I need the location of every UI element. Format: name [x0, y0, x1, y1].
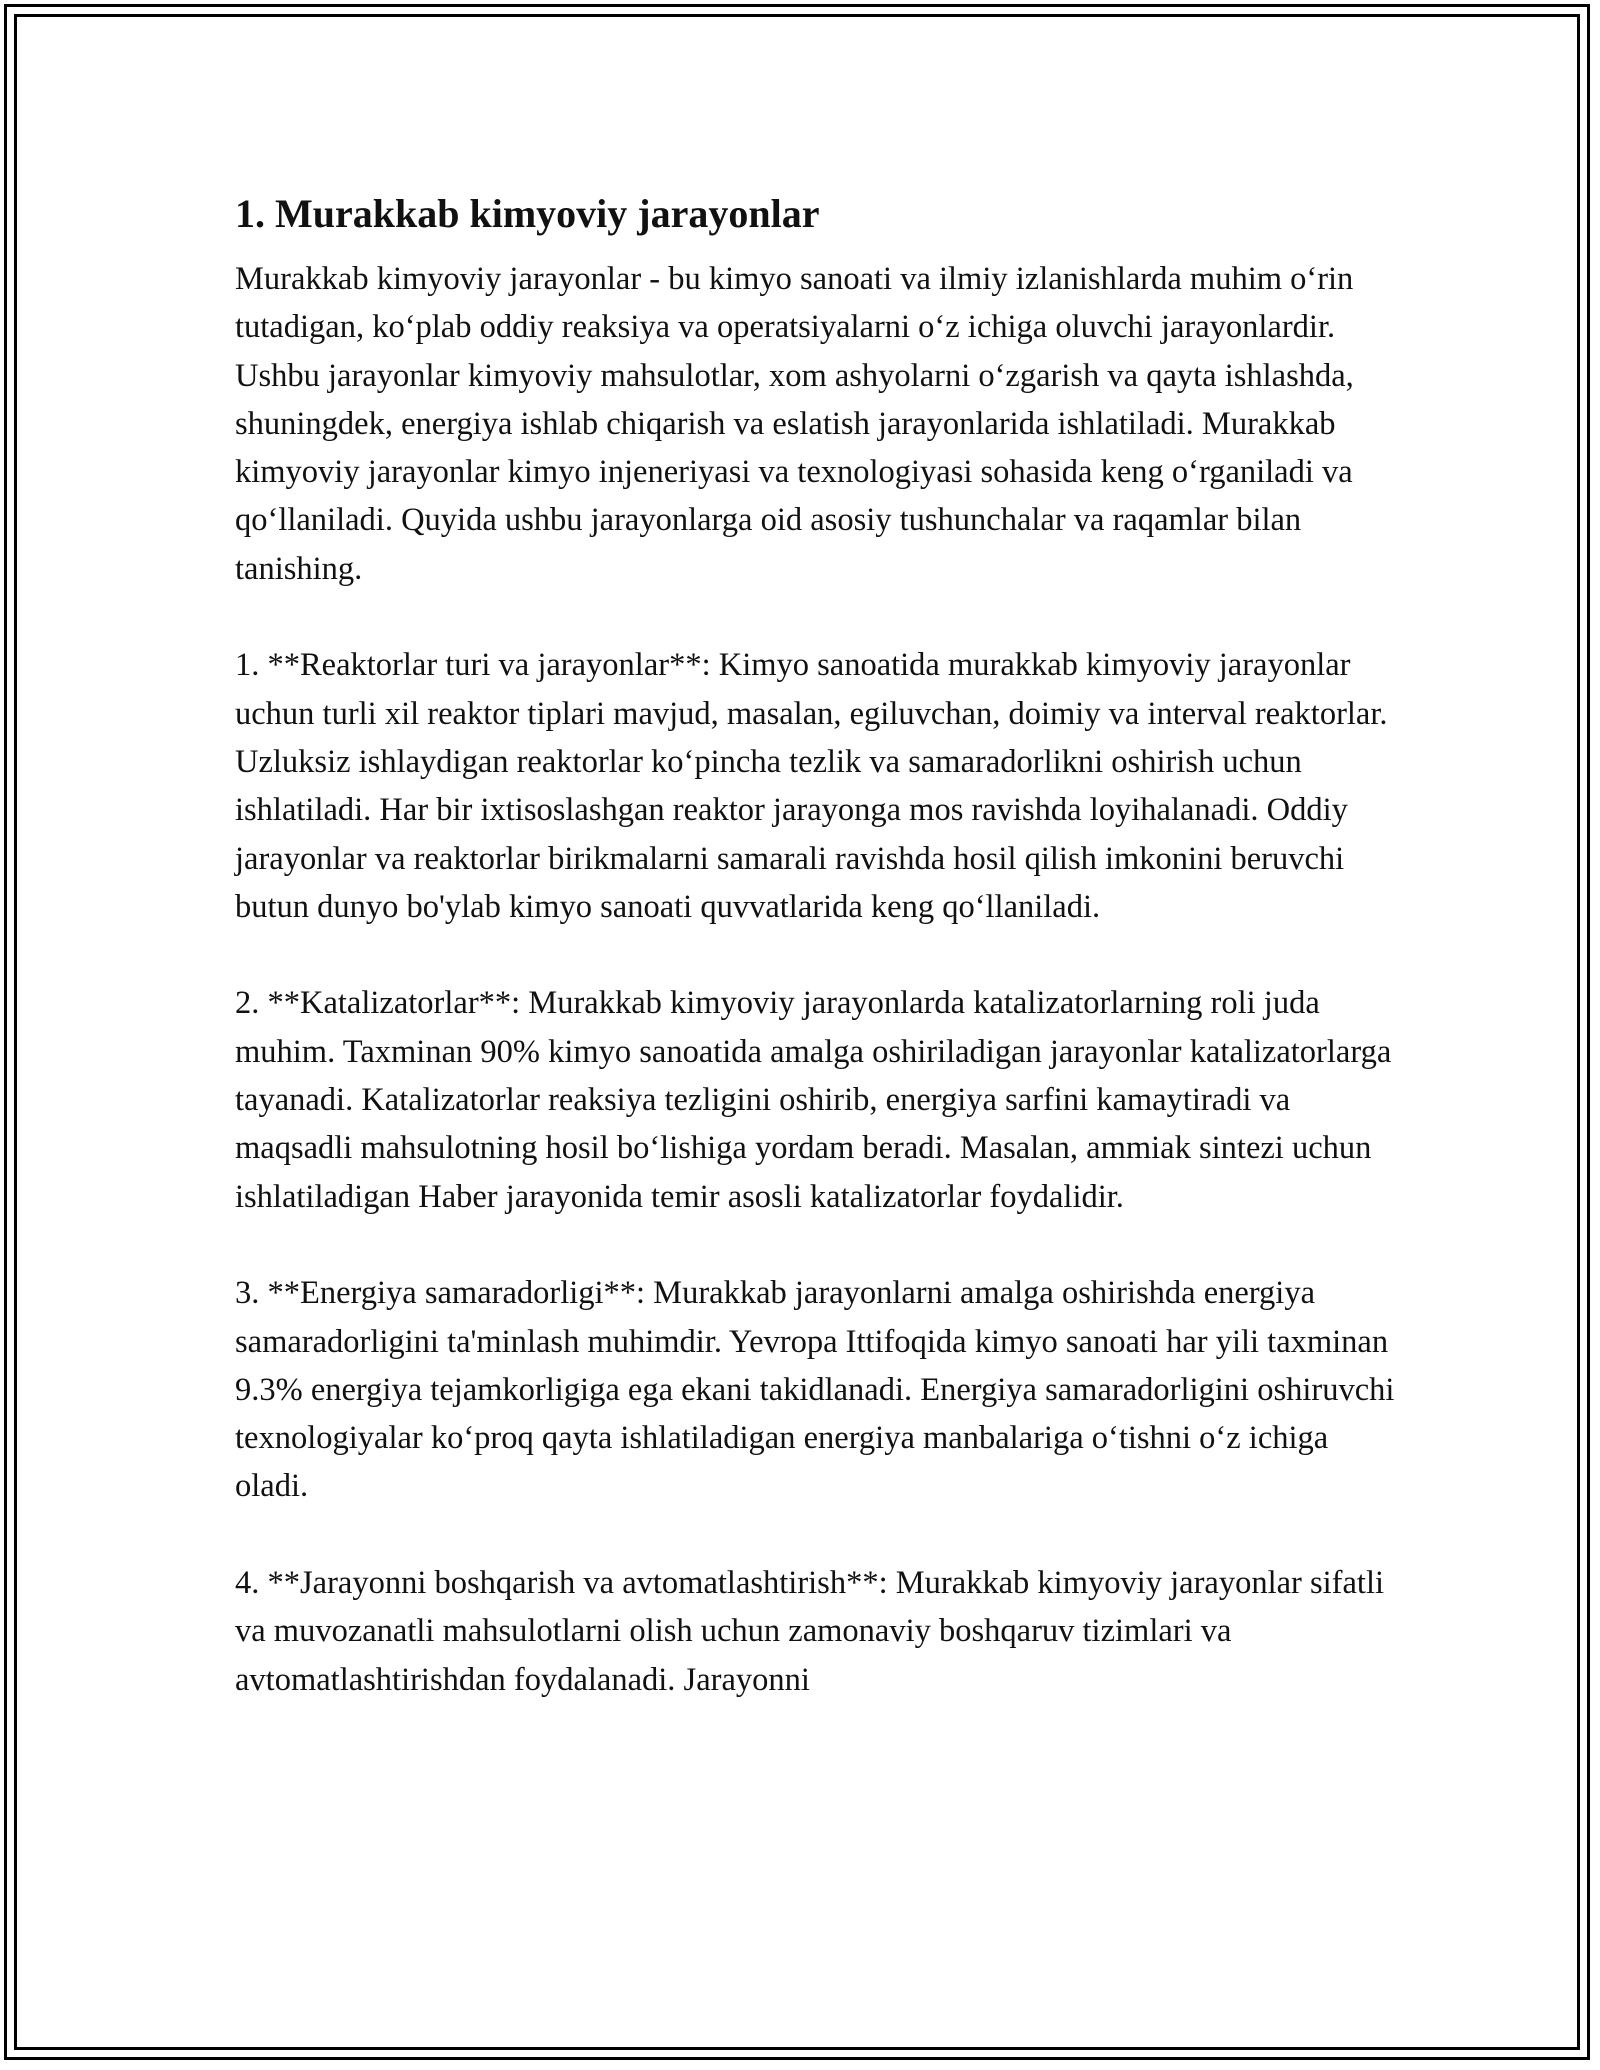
document-title: 1. Murakkab kimyoviy jarayonlar [235, 191, 820, 236]
intro-paragraph: Murakkab kimyoviy jarayonlar - bu kimyo sanoati va ilmiy izlanishlarda muhim o‘rin tutadigan, ko‘plab oddiy reaksiya va operatsiyalarni o‘z ichiga oluvchi jarayonlardir. Ushbu jarayonlar kimyoviy mahsulotlar, xom ashyolarni o‘zgarish va qayta ishlashda, shuningdek, energiya ishlab chiqarish va eslatish jarayonlarida ishlatiladi. Murakkab kimyoviy jarayonlar kimyo injeneriyasi va texnologiyasi sohasida keng o‘rganiladi va qo‘llaniladi. Quyida ushbu jarayonlarga oid asosiy tushunchalar va raqamlar bilan tanishing. [235, 261, 1354, 587]
energy-efficiency-paragraph: 3. **Energiya samaradorligi**: Murakkab jarayonlarni amalga oshirishda energiya samaradorligini ta'minlash muhimdir. Yevropa Ittifoqida kimyo sanoati har yili taxminan 9.3% energiya tejamkorligiga ega ekani takidlanadi. Energiya samaradorligini oshiruvchi texnologiyalar ko‘proq qayta ishlatiladigan energiya manbalariga o‘tishni o‘z ichiga oladi. [235, 1275, 1395, 1505]
process-control-paragraph: 4. **Jarayonni boshqarish va avtomatlashtirish**: Murakkab kimyoviy jarayonlar sifatli va muvozanatli mahsulotlarni olish uchun zamonaviy boshqaruv tizimlari va avtomatlashtirishdan foydalanadi. Jarayonni [235, 1565, 1385, 1698]
reactors-paragraph: 1. **Reaktorlar turi va jarayonlar**: Kimyo sanoatida murakkab kimyoviy jarayonlar uchun turli xil reaktor tiplari mavjud, masalan, egiluvchan, doimiy va interval reaktorlar. Uzluksiz ishlaydigan reaktorlar ko‘pincha tezlik va samaradorlikni oshirish uchun ishlatiladi. Har bir ixtisoslashgan reaktor jarayonga mos ravishda loyihalanadi. Oddiy jarayonlar va reaktorlar birikmalarni samarali ravishda hosil qilish imkonini beruvchi butun dunyo bo'ylab kimyo sanoati quvvatlarida keng qo‘llaniladi. [235, 647, 1388, 925]
catalysts-paragraph: 2. **Katalizatorlar**: Murakkab kimyoviy jarayonlarda katalizatorlarning roli juda muhim. Taxminan 90% kimyo sanoatida amalga oshiriladigan jarayonlar katalizatorlarga tayanadi. Katalizatorlar reaksiya tezligini oshirib, energiya sarfini kamaytiradi va maqsadli mahsulotning hosil bo‘lishiga yordam beradi. Masalan, ammiak sintezi uchun ishlatiladigan Haber jarayonida temir asosli katalizatorlar foydalidir. [235, 985, 1392, 1215]
document-body [235, 186, 1405, 1704]
